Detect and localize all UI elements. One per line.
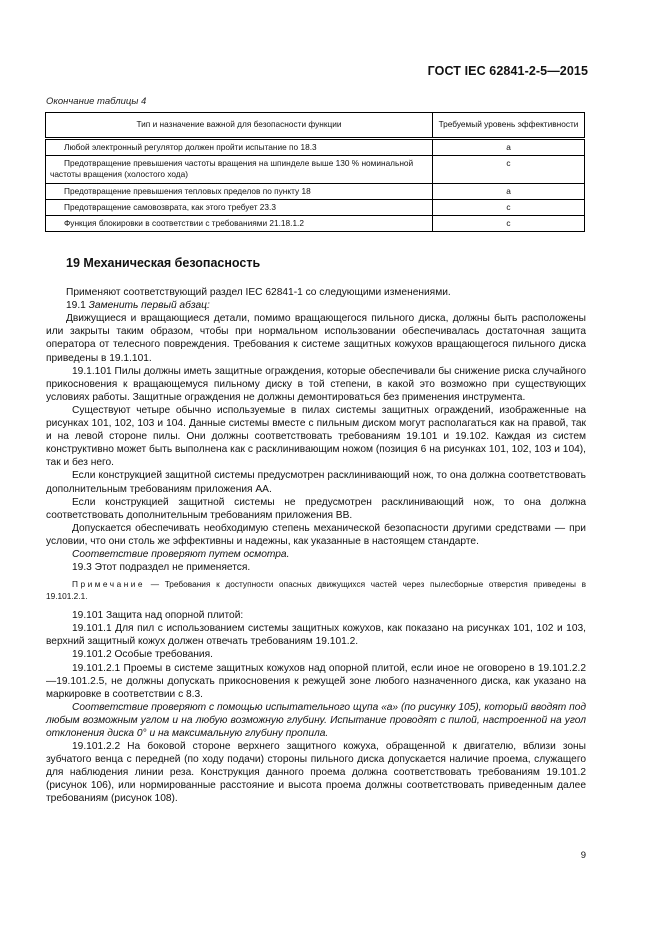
document-standard-code: ГОСТ IEC 62841-2-5—2015	[427, 64, 588, 78]
paragraph-19-3: 19.3 Этот подраздел не применяется.	[72, 562, 251, 574]
table-row	[46, 139, 585, 156]
paragraph-other-means: Допускается обеспечивать необходимую степень механической безопасности другими средствами — при условии, что они столь же эффективны и надежны, как указанные в настоящем стандарте.	[46, 522, 586, 547]
level-cell: a	[433, 183, 585, 199]
note	[46, 579, 586, 602]
column-header-function: Тип и назначение важной для безопасности функции	[46, 113, 433, 139]
level-cell: c	[433, 199, 585, 215]
page-number: 9	[580, 850, 586, 861]
table-header-row	[46, 113, 585, 139]
level-cell: c	[433, 216, 585, 232]
paragraph-19-101: 19.101 Защита над опорной плитой:	[72, 610, 244, 622]
level-cell: c	[433, 156, 585, 183]
paragraph-19-101-2: 19.101.2 Особые требования.	[72, 649, 213, 661]
paragraph-riving-knife-no: Если конструкцией защитной системы не предусмотрен расклинивающий нож, то она должна соответствовать дополнительным требованиям приложения ВВ.	[46, 496, 586, 521]
clause-instruction: Заменить первый абзац:	[88, 300, 210, 312]
table-row	[46, 183, 585, 199]
section-body	[46, 257, 586, 806]
paragraph-four-systems: Существуют четыре обычно используемые в пилах системы защитных ограждений, изображенные на рисунках 101, 102, 103 и 104. Данные системы вместе с пильным диском могут располагаться как на правой, так и на левой стороне пилы. Они должны соответствовать требованиям 19.101 и 19.102. Каждая из систем конструктивно может быть выполнена как с расклинивающим ножом (позиция 6 на рисунках 101, 102, 103 и 104), так и без него.	[46, 404, 586, 469]
level-cell: a	[433, 139, 585, 156]
paragraph-moving-parts: Движущиеся и вращающиеся детали, помимо вращающегося пильного диска, должны быть расположены или закрыты таким образом, чтобы при нормальном использовании обеспечивалась достаточная защита оператора от телесного повреждения. Требования к системе защитных кожухов вращающегося пильного диска приведены в 19.1.101.	[46, 313, 586, 364]
clause-number: 19.1	[66, 300, 89, 312]
paragraph-intro: Применяют соответствующий раздел IEC 62841-1 со следующими изменениями.	[66, 287, 451, 299]
note-label: Примечание	[72, 579, 146, 590]
section-heading: 19 Механическая безопасность	[66, 256, 261, 270]
paragraph-compliance-probe: Соответствие проверяют с помощью испытательного щупа «а» (по рисунку 105), который вводят под любым возможным углом и на любую возможную глубину. Испытание проводят с пилой, настроенной на угол отклонения диска 0° и на максимальную глубину пропила.	[46, 701, 586, 739]
function-cell: Предотвращение самовозврата, как этого требует 23.3	[46, 199, 433, 215]
note-text: — Требования к доступности опасных движущихся частей через пылесборные отверстия приведены в 19.101.2.1.	[46, 579, 586, 601]
function-cell: Предотвращение превышения частоты вращения на шпинделе выше 130 % номинальной частоты вращения (холостого хода)	[46, 156, 433, 183]
paragraph-compliance-inspection: Соответствие проверяют путем осмотра.	[72, 548, 290, 560]
paragraph-riving-knife-yes: Если конструкцией защитной системы предусмотрен расклинивающий нож, то она должна соответствовать дополнительным требованиям приложения АА.	[46, 470, 586, 495]
paragraph-19-101-2-1: 19.101.2.1 Проемы в системе защитных кожухов над опорной плитой, если иное не оговорено в 19.101.2.2—19.101.2.5, не должны допускать прикосновения к режущей зоне любого назначенного диска, как указано на маркировке в соответствии с 8.3.	[46, 662, 586, 700]
function-cell: Любой электронный регулятор должен пройти испытание по 18.3	[46, 139, 433, 156]
function-cell: Предотвращение превышения тепловых пределов по пункту 18	[46, 183, 433, 199]
paragraph-19-101-2-2: 19.101.2.2 На боковой стороне верхнего защитного кожуха, обращенной к двигателю, вблизи зоны зубчатого венца с передней (по ходу подачи) стороны пильного диска допускается наличие проема, служащего для наблюдения линии реза. Конструкция данного проема должна соответствовать требованиям 19.101.2 (рисунок 106), или нормированные расстояние и высота проема должны соответствовать приведенным далее требованиям (рисунок 108).	[46, 741, 586, 805]
table-row	[46, 156, 585, 183]
table-row	[46, 199, 585, 215]
table-row	[46, 216, 585, 232]
table-caption: Окончание таблицы 4	[46, 96, 147, 107]
function-cell: Функция блокировки в соответствии с требованиями 21.18.1.2	[46, 216, 433, 232]
paragraph-19-1-101: 19.1.101 Пилы должны иметь защитные ограждения, которые обеспечивали бы снижение риска случайного прикосновения к вращающемуся пильному диску в той степени, в какой это возможно при существующих условиях работы. Защитные ограждения не должны демонтироваться без применения инструмента.	[46, 365, 586, 403]
paragraph-19-1	[46, 299, 586, 312]
column-header-level: Требуемый уровень эффективности	[433, 113, 585, 139]
paragraph-19-101-1: 19.101.1 Для пил с использованием системы защитных кожухов, как показано на рисунках 101, 102 и 103, верхний защитный кожух должен отвечать требованиям 19.101.2.	[46, 623, 586, 648]
safety-functions-table	[45, 112, 585, 232]
